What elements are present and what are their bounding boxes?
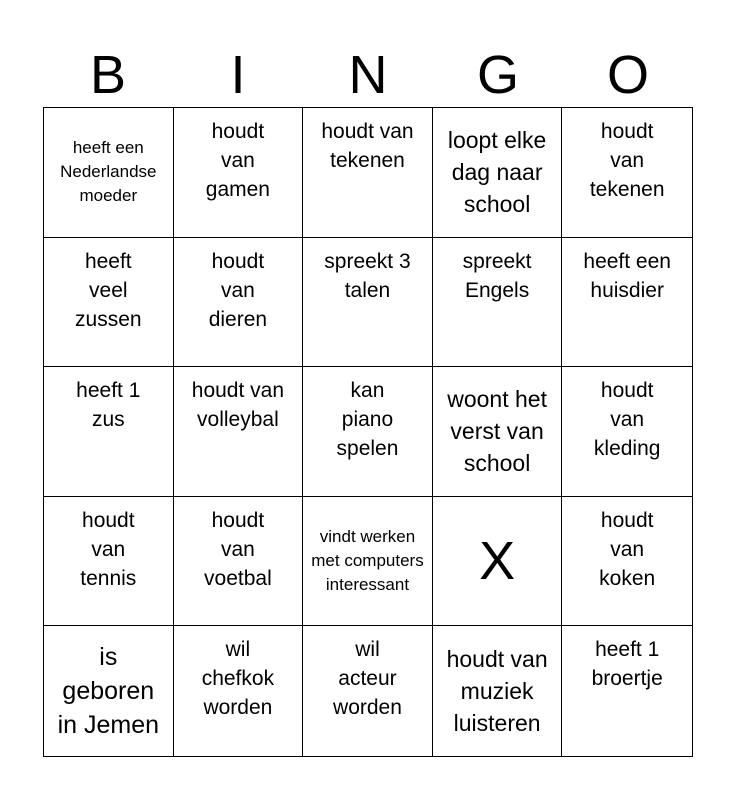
bingo-cell[interactable] (433, 108, 563, 238)
bingo-cell[interactable] (303, 626, 433, 756)
bingo-cell[interactable] (44, 108, 174, 238)
cell-text: heeft 1 zus (76, 379, 141, 432)
bingo-cell[interactable] (174, 108, 304, 238)
bingo-cell[interactable] (174, 238, 304, 368)
bingo-cell[interactable] (433, 626, 563, 756)
bingo-cell[interactable] (44, 497, 174, 627)
cell-text: spreekt Engels (462, 249, 532, 302)
header-letter-b: B (89, 45, 127, 105)
bingo-cell[interactable] (303, 367, 433, 497)
cell-text: houdt van tekenen (321, 120, 414, 172)
cell-text: loopt elke dag naar school (447, 127, 547, 218)
bingo-cell[interactable] (562, 367, 692, 497)
bingo-cell[interactable] (303, 497, 433, 627)
bingo-cell[interactable] (562, 108, 692, 238)
cell-text: woont het verst van school (447, 386, 547, 477)
bingo-cell[interactable] (303, 238, 433, 368)
bingo-cell[interactable] (562, 626, 692, 756)
cell-text: houdt van tekenen (589, 120, 665, 201)
cell-text: heeft een Nederlandse moeder (60, 138, 157, 206)
bingo-cell[interactable] (44, 238, 174, 368)
cell-text: vindt werken met computers interessant (311, 527, 424, 595)
header-letter-o: O (606, 45, 649, 105)
bingo-cell[interactable] (433, 367, 563, 497)
bingo-cell[interactable] (174, 626, 304, 756)
bingo-board (43, 107, 693, 757)
cell-text: spreekt 3 talen (324, 249, 411, 302)
bingo-cell[interactable] (433, 238, 563, 368)
cell-text: heeft een huisdier (583, 249, 671, 302)
free-space-x-mark: X (479, 531, 516, 592)
cell-text: houdt van voetbal (204, 508, 272, 590)
cell-text: houdt van volleybal (191, 379, 285, 432)
cell-text: houdt van koken (599, 508, 656, 590)
bingo-cell[interactable] (44, 626, 174, 756)
cell-text: wil acteur worden (333, 638, 402, 720)
header-letter-g: G (476, 45, 519, 105)
bingo-cell-free[interactable] (433, 497, 563, 627)
bingo-cell[interactable] (174, 497, 304, 627)
cell-text: houdt van kleding (593, 379, 661, 461)
bingo-cell[interactable] (562, 497, 692, 627)
cell-text: heeft 1 broertje (591, 638, 663, 691)
bingo-cell[interactable] (174, 367, 304, 497)
cell-text: houdt van gamen (205, 120, 270, 201)
cell-text: is geboren in Jemen (57, 643, 160, 740)
header-letter-n: N (348, 45, 388, 105)
bingo-cell[interactable] (44, 367, 174, 497)
bingo-header (43, 44, 693, 106)
cell-text: wil chefkok worden (201, 638, 275, 720)
bingo-cell[interactable] (303, 108, 433, 238)
cell-text: houdt van muziek luisteren (446, 646, 548, 737)
cell-text: houdt van dieren (208, 249, 268, 331)
cell-text: houdt van tennis (80, 508, 137, 590)
cell-text: heeft veel zussen (75, 249, 142, 331)
header-letter-i: I (230, 45, 246, 105)
bingo-cell[interactable] (562, 238, 692, 368)
cell-text: kan piano spelen (336, 379, 399, 461)
